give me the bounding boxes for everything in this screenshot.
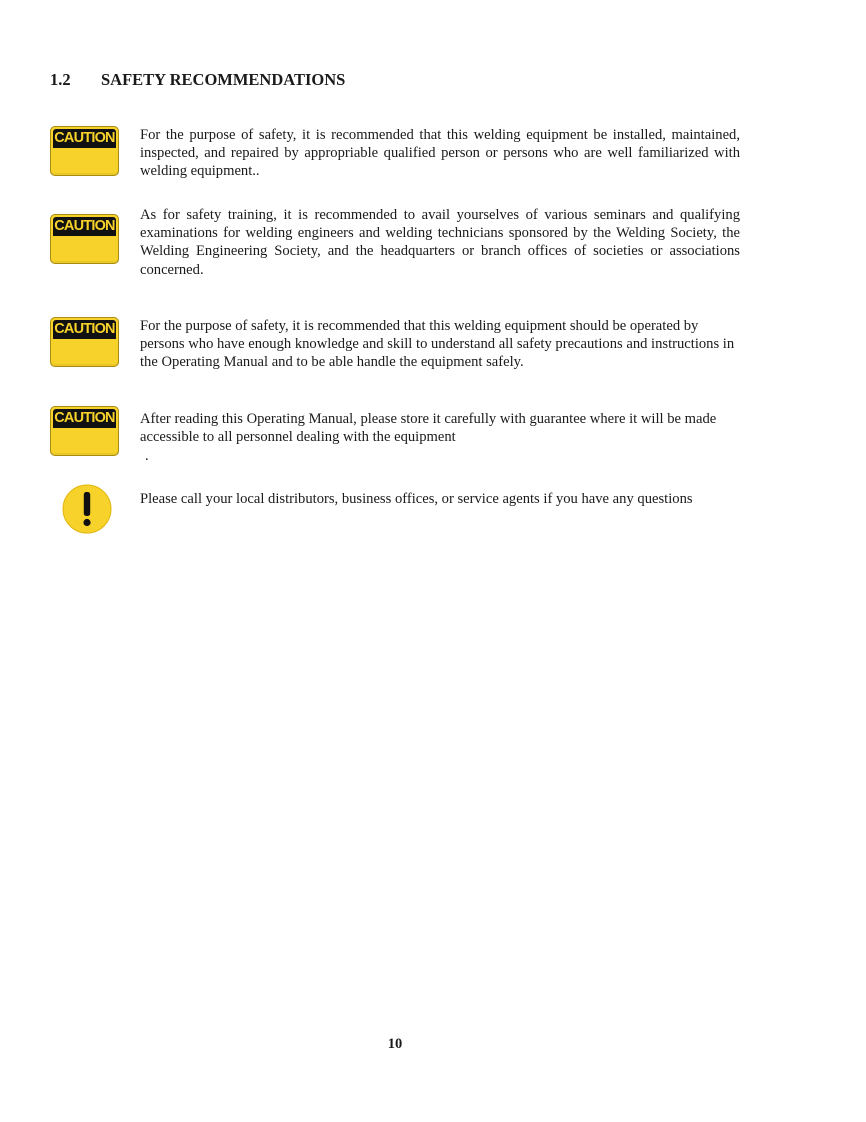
notice-text: Please call your local distributors, business offices, or service agents if you have any questions <box>140 491 693 507</box>
caution-badge-label: CAUTION <box>54 218 115 234</box>
trailing-mark: . <box>145 448 149 464</box>
caution-sign-icon <box>50 317 119 367</box>
section-heading <box>50 70 345 90</box>
caution-sign-icon <box>50 214 119 264</box>
caution-badge-label: CAUTION <box>54 410 115 426</box>
exclamation-icon <box>62 484 112 534</box>
page-number: 10 <box>387 1036 403 1052</box>
caution-text: After reading this Operating Manual, please store it carefully with guarantee where it will be made accessible to all personnel dealing with the equipment <box>140 411 717 446</box>
section-number: 1.2 <box>50 70 71 89</box>
caution-sign-icon <box>50 406 119 456</box>
caution-badge-label: CAUTION <box>54 130 115 146</box>
caution-text: For the purpose of safety, it is recommended that this welding equipment should be operated by persons who have enough knowledge and skill to understand all safety precautions and instructions in the Operating Manual and to be able handle the equipment safely. <box>140 318 735 371</box>
caution-sign-icon <box>50 126 119 176</box>
caution-badge-label: CAUTION <box>54 321 115 337</box>
caution-text: As for safety training, it is recommended to avail yourselves of various seminars and qualifying examinations for welding engineers and welding technicians sponsored by the Welding Society, the Welding Engineering Society, and the headquarters or branch offices of societies or associations concerned. <box>140 207 740 278</box>
section-title: SAFETY RECOMMENDATIONS <box>101 70 346 89</box>
caution-text: For the purpose of safety, it is recommended that this welding equipment be installed, maintained, inspected, and repaired by appropriable qualified person or persons who are well familiarized with welding equipment.. <box>140 127 740 180</box>
